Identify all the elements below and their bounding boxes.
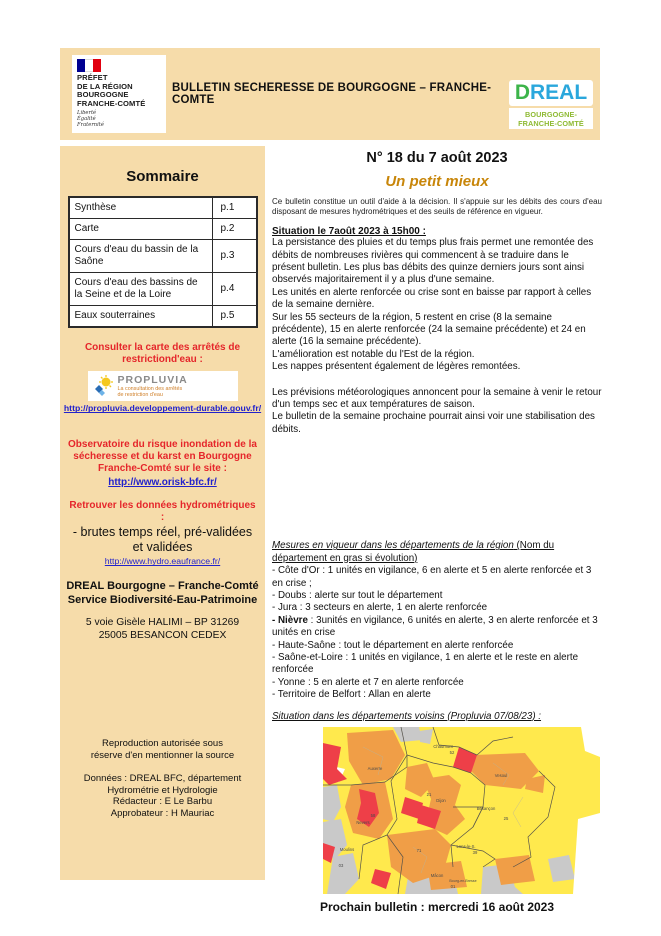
bulletin-title: BULLETIN SECHERESSE DE BOURGOGNE – FRANCHE-COMTE <box>172 82 492 106</box>
mesure-item-haute-saone: - Haute-Saône : tout le département en alerte renforcée <box>272 639 514 651</box>
paragraph: Les prévisions météorologiques annoncent pour la semaine à venir le retour d'un temps sec et aux températures de saison. <box>272 386 602 411</box>
svg-text:21: 21 <box>426 791 432 797</box>
propluvia-link[interactable]: http://propluvia.developpement-durable.gouv.fr/ <box>63 403 262 414</box>
credit-donnees: Données : DREAL BFC, département Hydrométrie et Hydrologie <box>83 773 242 796</box>
mesure-item-cote-dor: - Côte d'Or : 1 unités en vigilance, 6 en alerte et 5 en alerte renforcée et 3 en crise ; <box>272 565 592 589</box>
intro-paragraph: Ce bulletin constitue un outil d'aide à la décision. Il s'appuie sur les débits des cours d'eau disposant de mesures hydrométriques et des seuils de référence en vigueur. <box>272 197 602 216</box>
mesure-item-doubs: - Doubs : alerte sur tout le département <box>272 589 443 601</box>
toc-page: p.1 <box>212 197 257 219</box>
toc-page: p.3 <box>212 240 257 273</box>
sidebar <box>60 146 265 880</box>
mesure-item-yonne: - Yonne : 5 en alerte et 7 en alerte renforcée <box>272 676 464 688</box>
svg-text:01: 01 <box>450 883 456 889</box>
credit-redacteur: Rédacteur : E Le Barbu <box>112 796 213 808</box>
situation-heading: Situation le 7août 2023 à 15h00 : <box>272 226 426 238</box>
dreal-address-title: DREAL Bourgogne – Franche-Comté Service Biodiversité-Eau-Patrimoine <box>66 580 259 606</box>
dreal-wordmark: DREAL <box>509 80 593 106</box>
observatoire-heading: Observatoire du risque inondation de la sécheresse et du karst en Bourgogne Franche-Comté sur le site : <box>68 439 257 475</box>
svg-text:Moulins: Moulins <box>339 846 355 852</box>
mesure-item-nievre: - Nièvre : 3unités en vigilance, 6 unités en alerte, 3 en alerte renforcée et 3 unités en crise <box>272 614 598 639</box>
paragraph: Sur les 55 secteurs de la région, 5 restent en crise (8 la semaine précédente), 15 en alerte renforcée (24 la semaine précédente) et 24 en alerte (16 la semaine précédente). <box>272 311 586 348</box>
mesure-item-jura: - Jura : 3 secteurs en alerte, 1 en alerte renforcée <box>272 602 488 614</box>
svg-text:71: 71 <box>416 847 422 853</box>
headline: Un petit mieux <box>385 173 489 190</box>
paragraph: Les unités en alerte renforcée ou crise sont en baisse par rapport à celles de la semaine dernière. <box>272 286 592 311</box>
hydro-heading: Retrouver les données hydrométriques : <box>69 500 256 524</box>
toc-label: Eaux souterraines <box>69 306 213 328</box>
svg-text:Mâcon: Mâcon <box>430 872 444 878</box>
propluvia-logo <box>88 371 238 401</box>
french-flag-icon <box>77 59 101 72</box>
mesure-item-saone-et-loire: - Saône-et-Loire : 1 unités en vigilance, 1 en alerte et le reste en alerte renforcée <box>272 651 579 676</box>
svg-text:39: 39 <box>472 849 478 855</box>
svg-text:Lons-le-S.: Lons-le-S. <box>456 843 476 849</box>
svg-text:Bourg-en-Bresse: Bourg-en-Bresse <box>449 878 477 883</box>
situation-paragraphs <box>272 237 602 436</box>
svg-text:03: 03 <box>338 862 344 868</box>
mesure-item-territoire-belfort: - Territoire de Belfort : Allan en alerte <box>272 689 431 701</box>
propluvia-subtitle-1: La consultation des arrêtés <box>117 386 183 392</box>
svg-text:25: 25 <box>503 815 509 821</box>
mesures-list <box>272 565 602 701</box>
credit-approbateur: Approbateur : H Mauriac <box>110 807 215 819</box>
svg-text:Chaumont: Chaumont <box>433 743 453 749</box>
orisk-link[interactable]: http://www.orisk-bfc.fr/ <box>108 477 217 489</box>
toc-label: Synthèse <box>69 197 213 219</box>
issue-number: N° 18 du 7 août 2023 <box>366 150 508 166</box>
prefet-logo <box>72 55 166 133</box>
toc-label: Cours d'eau des bassins de la Seine et de la Loire <box>69 273 213 306</box>
toc-label: Cours d'eau du bassin de la Saône <box>69 240 213 273</box>
paragraph: La persistance des pluies et du temps plus frais permet une remontée des débits de nombreuses rivières qui commencent à se traduire dans le présent bulletin. Les plus bas débits des quinze derniers jours sont ainsi observés majoritairement il y a plus d'une semaine. <box>272 237 594 286</box>
svg-text:Vesoul: Vesoul <box>494 772 508 778</box>
propluvia-sun-drop-icon <box>92 375 114 397</box>
svg-text:Auxerre: Auxerre <box>367 765 383 771</box>
toc-row-seine-loire <box>69 273 257 306</box>
dreal-address: 5 voie Gisèle HALIMI – BP 31269 25005 BESANCON CEDEX <box>85 617 240 642</box>
toc-label: Carte <box>69 219 213 240</box>
hydro-description: - brutes temps réel, pré-validées et validées <box>72 525 253 554</box>
sommaire-table <box>68 196 258 328</box>
prefet-motto: Liberté Égalité Fraternité <box>77 110 104 129</box>
toc-page: p.4 <box>212 273 257 306</box>
svg-text:52: 52 <box>449 749 455 755</box>
toc-row-eaux-souterraines <box>69 306 257 328</box>
dreal-logo <box>509 80 593 129</box>
consulter-carte-heading: Consulter la carte des arrêtés de restrictiond'eau : <box>84 342 241 365</box>
dreal-region-label: BOURGOGNE-FRANCHE-COMTÉ <box>509 108 593 129</box>
svg-text:Dijon: Dijon <box>436 797 446 803</box>
hydro-link[interactable]: http://www.hydro.eaufrance.fr/ <box>104 556 221 567</box>
toc-row-synthese <box>69 197 257 219</box>
header-band <box>60 48 600 140</box>
credit-reproduction: Reproduction autorisée sous réserve d'en mentionner la source <box>90 738 235 761</box>
propluvia-name: PROPLUVIA <box>117 374 188 386</box>
prefet-name: PRÉFET DE LA RÉGION BOURGOGNE FRANCHE-COMTÉ <box>77 73 146 108</box>
next-bulletin: Prochain bulletin : mercredi 16 août 2023 <box>319 899 555 914</box>
propluvia-subtitle-2: de restriction d'eau <box>117 392 163 399</box>
svg-text:58: 58 <box>370 812 376 818</box>
credits-block <box>60 738 265 819</box>
paragraph: Les nappes présentent également de légères remontées. <box>272 361 521 373</box>
paragraph: L'amélioration est notable du l'Est de la région. <box>272 348 475 360</box>
svg-text:Nevers: Nevers <box>356 819 370 825</box>
mesures-heading: Mesures en vigueur dans les départements de la région (Nom du département en gras si évolution) <box>272 540 555 564</box>
propluvia-map <box>323 727 600 894</box>
toc-page: p.5 <box>212 306 257 328</box>
toc-row-saone <box>69 240 257 273</box>
main-content <box>272 150 602 914</box>
paragraph: Le bulletin de la semaine prochaine pourrait ainsi voir une stabilisation des débits. <box>272 411 595 435</box>
svg-text:Besançon: Besançon <box>476 805 496 811</box>
toc-row-carte <box>69 219 257 240</box>
propluvia-map-image <box>323 727 600 894</box>
sommaire-title: Sommaire <box>126 168 199 185</box>
toc-page: p.2 <box>212 219 257 240</box>
voisins-heading: Situation dans les départements voisins (Propluvia 07/08/23) : <box>272 710 542 722</box>
